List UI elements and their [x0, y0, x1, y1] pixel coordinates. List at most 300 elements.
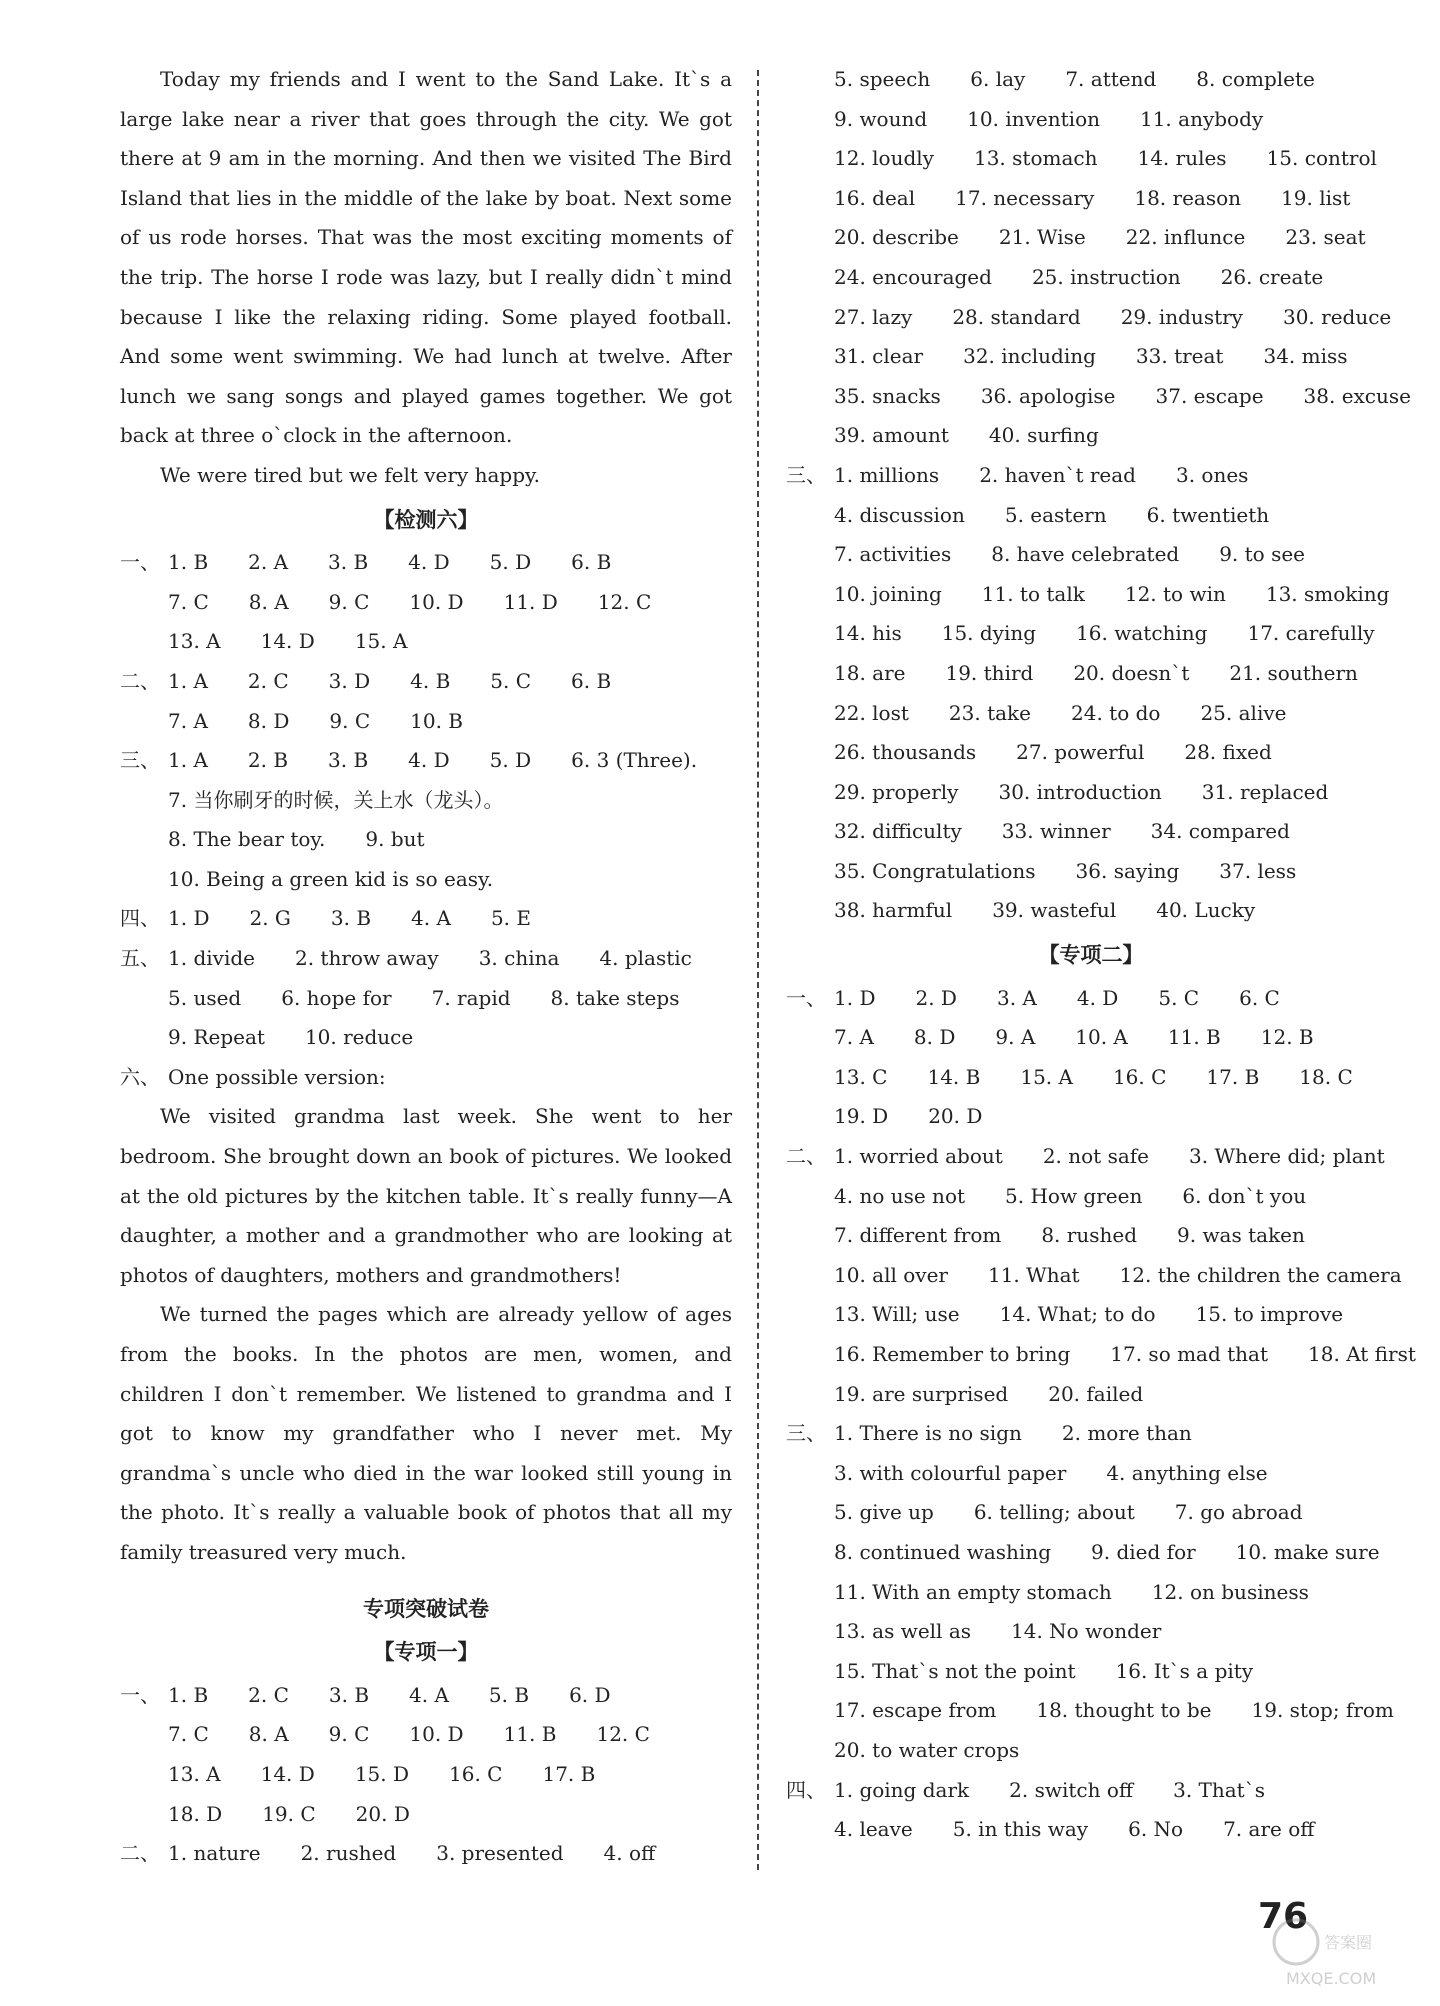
- answer-row: [786, 1018, 1396, 1058]
- answer-row: [120, 1676, 732, 1716]
- section-indent: [120, 583, 168, 623]
- answer-items: [834, 337, 1388, 377]
- answer-item: 7. C: [168, 589, 209, 614]
- answer-row: [120, 662, 732, 702]
- answer-row: [786, 1256, 1402, 1296]
- answer-item: 8. complete: [1196, 67, 1315, 91]
- answer-item: 10. joining: [834, 581, 942, 606]
- answer-item: 25. alive: [1200, 700, 1287, 725]
- section-indent: [786, 852, 834, 892]
- answer-item: 38. harmful: [834, 898, 953, 923]
- answer-row: [786, 139, 1396, 179]
- answer-row: [786, 60, 1396, 100]
- answer-item: 21. southern: [1229, 660, 1358, 685]
- answer-item: 10. make sure: [1235, 1539, 1380, 1564]
- answer-items: [834, 179, 1390, 219]
- answer-item: 24. to do: [1071, 700, 1161, 725]
- answer-item: 5. E: [490, 906, 531, 931]
- answer-items: [834, 1137, 1425, 1177]
- answer-item: 35. Congratulations: [834, 858, 1036, 883]
- answer-item: 38. excuse: [1303, 383, 1411, 408]
- answer-item: 3. B: [328, 748, 369, 773]
- answer-item: 1. divide: [168, 946, 255, 971]
- sec6-intro: One possible version:: [168, 1064, 386, 1089]
- answer-items: [834, 614, 1415, 654]
- answer-item: 6. don`t you: [1182, 1183, 1307, 1208]
- answer-row: [786, 979, 1396, 1019]
- answer-item: 14. No wonder: [1011, 1619, 1162, 1644]
- section-indent: [786, 258, 834, 298]
- answer-item: 6. twentieth: [1146, 502, 1270, 527]
- answer-row: [786, 812, 1396, 852]
- section-indent: [120, 979, 168, 1019]
- answer-items: [834, 979, 1320, 1019]
- answer-item: 13. A: [168, 629, 221, 654]
- answer-item: 40. surfing: [988, 423, 1099, 448]
- answer-row: [120, 1834, 732, 1874]
- section-indent: [120, 860, 168, 900]
- answer-item: 2. A: [248, 550, 289, 575]
- answer-item: 14. D: [260, 1761, 315, 1786]
- answer-items: [168, 1676, 651, 1716]
- answer-row: [786, 1335, 1416, 1375]
- answer-item: 19. stop; from: [1251, 1698, 1394, 1723]
- answer-item: 16. It`s a pity: [1115, 1658, 1254, 1683]
- answer-item: 11. to talk: [981, 581, 1085, 606]
- section-indent: [786, 1810, 834, 1850]
- special-one-heading: 【专项一】: [373, 1639, 479, 1665]
- section-label: 六、: [120, 1064, 160, 1089]
- answer-row: [786, 416, 1396, 456]
- answer-item: 4. D: [408, 748, 450, 773]
- answer-row: [786, 654, 1396, 694]
- answer-row: [786, 337, 1396, 377]
- answer-item: 5. C: [1158, 985, 1200, 1010]
- answer-items: [834, 852, 1336, 892]
- section-label: 三、: [786, 462, 826, 487]
- test6-sec6: [120, 1058, 732, 1098]
- answer-items: [834, 694, 1326, 734]
- answer-item: 27. powerful: [1016, 740, 1145, 765]
- answer-items: [834, 298, 1431, 338]
- answer-row: [120, 939, 732, 979]
- answer-item: 3. B: [328, 1682, 370, 1707]
- answer-item: 28. standard: [952, 304, 1081, 329]
- answer-item: 9. Repeat: [168, 1025, 265, 1050]
- section-indent: [120, 1715, 168, 1755]
- right-column: [786, 60, 1416, 1850]
- section-indent: [786, 1018, 834, 1058]
- answer-item: 2. G: [249, 906, 291, 931]
- answer-row: [786, 1691, 1396, 1731]
- answer-item: 7. go abroad: [1174, 1500, 1303, 1525]
- answer-item: 10. all over: [834, 1262, 948, 1287]
- answer-item: 9. to see: [1219, 542, 1306, 567]
- answer-row: [786, 179, 1396, 219]
- answer-item: 5. in this way: [952, 1817, 1089, 1842]
- answer-row: [786, 1058, 1396, 1098]
- answer-item: 13. A: [168, 1761, 221, 1786]
- section-indent: [786, 1216, 834, 1256]
- answer-row: [786, 1731, 1396, 1771]
- answer-item: 2. B: [247, 748, 289, 773]
- answer-item: 9. but: [365, 827, 425, 852]
- answer-item: 17. so mad that: [1110, 1342, 1269, 1366]
- answer-item: 22. lost: [834, 700, 909, 725]
- answer-items: [834, 1533, 1420, 1573]
- essay-paragraph2: We turned the pages which are already yellow of ages from the books. In the photos are men, women, and children I don`t remember. We listened to grandma and I got to know my grandfather who I never met. My grandma`s uncle who died in the war looked still young in the photo. It`s really a valuable book of photos that all my family treasured very much.: [120, 1302, 732, 1564]
- answer-item: 8. A: [248, 589, 289, 614]
- answer-item: 3. presented: [436, 1841, 564, 1866]
- answer-item: 20. D: [355, 1801, 410, 1826]
- answer-row: [786, 535, 1396, 575]
- answer-item: 11. D: [503, 589, 558, 614]
- answer-item: 4. plastic: [599, 946, 692, 971]
- section-indent: [786, 416, 834, 456]
- passage1-paragraph1: Today my friends and I went to the Sand Lake. It`s a large lake near a river that goes through the city. We got there at 9 am in the morning. And then we visited The Bird Island that lies in the middle of the lake by boat. Next some of us rode horses. That was the most exciting moments of the trip. The horse I rode was lazy, but I really didn`t mind because I like the relaxing riding. Some played football. And some went swimming. We had lunch at twelve. After lunch we sang songs and played games together. We got back at three o`clock in the afternoon.: [120, 67, 732, 448]
- answer-item: 3. china: [478, 946, 560, 971]
- answer-item: 15. to improve: [1195, 1302, 1344, 1327]
- left-column: [120, 60, 732, 1874]
- answer-row: [786, 377, 1411, 417]
- answer-item: 15. A: [1020, 1064, 1073, 1089]
- answer-items: [168, 781, 543, 821]
- special-two-sec3: [786, 1414, 1396, 1770]
- answer-item: 6. telling; about: [973, 1500, 1135, 1525]
- answer-item: 29. properly: [834, 779, 959, 804]
- answer-row: [120, 583, 732, 623]
- answer-item: 9. wound: [834, 106, 928, 131]
- answer-item: 20. D: [928, 1104, 983, 1129]
- section-indent: [120, 781, 168, 821]
- answer-item: 9. died for: [1091, 1539, 1196, 1564]
- answer-items: [834, 535, 1345, 575]
- answer-item: 17. B: [1206, 1064, 1260, 1089]
- answer-row: [120, 860, 732, 900]
- section-indent: [786, 139, 834, 179]
- answer-row: [786, 891, 1396, 931]
- answer-row: [120, 979, 732, 1019]
- answer-row: [786, 1137, 1396, 1177]
- answer-item: 12. C: [596, 1722, 650, 1747]
- answer-item: 2. switch off: [1009, 1777, 1134, 1802]
- section-indent: [120, 1795, 168, 1835]
- answer-row: [786, 496, 1396, 536]
- answer-item: 37. escape: [1155, 383, 1264, 408]
- special-one-sec3: [786, 456, 1396, 931]
- section-indent: [786, 535, 834, 575]
- answer-item: 9. C: [328, 589, 370, 614]
- answer-items: [834, 1295, 1383, 1335]
- answer-row: [786, 1295, 1396, 1335]
- answer-items: [168, 622, 447, 662]
- answer-item: 4. off: [603, 1841, 656, 1866]
- answer-item: 19. list: [1281, 185, 1351, 210]
- answer-item: 2. D: [915, 985, 957, 1010]
- answer-item: 25. instruction: [1031, 264, 1181, 289]
- answer-item: 27. lazy: [834, 304, 913, 329]
- answer-item: 19. are surprised: [834, 1381, 1009, 1406]
- answer-items: [834, 377, 1440, 417]
- test6-sec2: [120, 662, 732, 741]
- section-indent: [786, 60, 834, 100]
- answer-items: [834, 1018, 1354, 1058]
- test6-sec4: [120, 899, 732, 939]
- answer-item: 6. hope for: [281, 985, 392, 1010]
- answer-item: 6. D: [569, 1682, 611, 1707]
- answer-item: 26. thousands: [834, 740, 977, 765]
- answer-row: [786, 1097, 1396, 1137]
- answer-items: [834, 496, 1309, 536]
- answer-item: 14. B: [927, 1064, 981, 1089]
- answer-item: 8. D: [247, 708, 290, 733]
- answer-item: 11. B: [1167, 1025, 1221, 1050]
- section-indent: [786, 1612, 834, 1652]
- answer-items: [834, 60, 1355, 100]
- section-indent: [786, 891, 834, 931]
- section-indent: [786, 496, 834, 536]
- answer-items: [834, 773, 1368, 813]
- answer-item: 1. A: [168, 668, 208, 693]
- page-number: 76: [1258, 1896, 1309, 1937]
- answer-items: [834, 1058, 1393, 1098]
- answer-items: [834, 575, 1429, 615]
- answer-item: 20. to water crops: [834, 1737, 1020, 1762]
- answer-item: 10. reduce: [304, 1025, 414, 1050]
- answer-item: 33. treat: [1135, 344, 1224, 369]
- answer-item: 2. C: [248, 1682, 289, 1707]
- section-indent: [786, 100, 834, 140]
- answer-item: 8. have celebrated: [991, 542, 1180, 567]
- section-indent: [786, 1731, 834, 1771]
- section-indent: [786, 298, 834, 338]
- section-indent: [786, 1493, 834, 1533]
- section-indent: [786, 1652, 834, 1692]
- answer-item: 15. That`s not the point: [834, 1658, 1076, 1683]
- answer-item: 8. take steps: [550, 985, 680, 1010]
- answer-items: [168, 1755, 635, 1795]
- answer-item: 7. A: [168, 708, 208, 733]
- answer-item: 8. D: [913, 1025, 956, 1050]
- special-one-sec2-continued: [786, 60, 1411, 456]
- answer-item: 10. invention: [967, 106, 1100, 131]
- section-indent: [786, 218, 834, 258]
- answer-item: 5. used: [168, 985, 242, 1010]
- answer-item: 7. rapid: [431, 985, 511, 1010]
- answer-item: 34. miss: [1263, 344, 1348, 369]
- answer-item: 12. B: [1260, 1025, 1314, 1050]
- answer-items: [834, 1097, 1022, 1137]
- answer-item: 2. haven`t read: [979, 462, 1136, 487]
- answer-items: [168, 702, 503, 742]
- answer-row: [786, 298, 1396, 338]
- section-indent: [786, 179, 834, 219]
- answer-item: 4. anything else: [1106, 1460, 1268, 1485]
- answer-row: [786, 1375, 1396, 1415]
- answer-item: 4. D: [1076, 985, 1119, 1010]
- answer-row: [786, 575, 1396, 615]
- answer-items: [834, 733, 1312, 773]
- answer-row: [786, 1652, 1396, 1692]
- answer-item: 15. control: [1266, 146, 1377, 171]
- answer-item: 5. B: [488, 1682, 530, 1707]
- section-indent: [786, 1533, 834, 1573]
- answer-item: 6. B: [571, 550, 612, 575]
- answer-item: 5. How green: [1005, 1183, 1143, 1208]
- answer-row: [786, 100, 1396, 140]
- answer-items: [168, 583, 691, 623]
- answer-item: 39. amount: [834, 423, 949, 448]
- answer-item: 14. his: [834, 621, 902, 646]
- section-label: 一、: [120, 1682, 160, 1707]
- answer-item: 14. rules: [1137, 146, 1227, 171]
- answer-items: [834, 1612, 1201, 1652]
- answer-item: 33. winner: [1001, 819, 1111, 844]
- answer-item: 18. reason: [1134, 185, 1242, 210]
- answer-items: [834, 1691, 1434, 1731]
- section-label: 四、: [120, 906, 160, 931]
- answer-item: 10. B: [410, 708, 463, 733]
- answer-item: 7. activities: [834, 542, 952, 567]
- answer-items: [834, 416, 1139, 456]
- answer-item: 4. A: [411, 906, 451, 931]
- section-indent: [786, 733, 834, 773]
- answer-row: [786, 1177, 1396, 1217]
- answer-item: 19. D: [834, 1104, 889, 1129]
- answer-items: [834, 1493, 1343, 1533]
- answer-item: 3. B: [328, 550, 369, 575]
- answer-item: 8. A: [248, 1722, 289, 1747]
- answer-item: 15. D: [354, 1761, 410, 1786]
- answer-item: 20. doesn`t: [1073, 660, 1190, 685]
- answer-row: [786, 1454, 1396, 1494]
- answer-item: 30. reduce: [1282, 304, 1392, 329]
- answer-item: 13. stomach: [973, 146, 1098, 171]
- answer-items: [834, 1335, 1440, 1375]
- section-indent: [786, 694, 834, 734]
- section-indent: [786, 1295, 834, 1335]
- answer-item: 35. snacks: [834, 383, 941, 408]
- answer-item: 1. worried about: [834, 1144, 1003, 1169]
- answer-item: 13. Will; use: [834, 1302, 960, 1327]
- answer-item: 22. influnce: [1125, 225, 1246, 250]
- special-two-sec4: [786, 1771, 1396, 1850]
- answer-row: [786, 1216, 1396, 1256]
- answer-row: [120, 1715, 732, 1755]
- answer-item: 11. With an empty stomach: [834, 1579, 1112, 1604]
- watermark-line1: 答案圈: [1324, 1933, 1373, 1952]
- answer-item: 4. A: [409, 1682, 449, 1707]
- answer-row: [120, 820, 732, 860]
- answer-items: [834, 1216, 1345, 1256]
- answer-items: [834, 1573, 1349, 1613]
- section-indent: [786, 575, 834, 615]
- answer-item: 1. B: [168, 550, 209, 575]
- answer-item: 5. D: [489, 550, 532, 575]
- answer-item: 16. C: [449, 1761, 503, 1786]
- answer-item: 20. failed: [1048, 1381, 1144, 1406]
- answer-item: 3. A: [996, 985, 1037, 1010]
- answer-item: 4. D: [408, 550, 450, 575]
- answer-items: [834, 1810, 1354, 1850]
- section-indent: [786, 1573, 834, 1613]
- section-indent: [786, 1375, 834, 1415]
- answer-item: 1. millions: [834, 462, 940, 487]
- answer-item: 16. watching: [1076, 621, 1208, 646]
- special-one-sec1: [120, 1676, 732, 1834]
- section-indent: [120, 1755, 168, 1795]
- answer-item: 3. That`s: [1173, 1777, 1265, 1802]
- answer-item: 15. dying: [941, 621, 1037, 646]
- answer-item: 21. Wise: [998, 225, 1086, 250]
- answer-row: [786, 733, 1396, 773]
- section-indent: [786, 1335, 834, 1375]
- passage1-paragraph2: We were tired but we felt very happy.: [160, 462, 540, 487]
- answer-items: [168, 1834, 695, 1874]
- answer-items: [168, 899, 571, 939]
- answer-row: [120, 899, 732, 939]
- section-label: 五、: [120, 946, 160, 971]
- answer-item: 4. discussion: [834, 502, 965, 527]
- answer-item: 2. rushed: [300, 1841, 397, 1866]
- section-indent: [120, 702, 168, 742]
- answer-row: [786, 1493, 1396, 1533]
- section-indent: [786, 377, 834, 417]
- answer-item: 16. deal: [834, 185, 916, 210]
- section-label: 一、: [786, 985, 826, 1010]
- answer-item: 6. lay: [970, 67, 1026, 91]
- answer-item: 4. no use not: [834, 1183, 966, 1208]
- answer-item: 2. not safe: [1042, 1144, 1149, 1169]
- answer-items: [168, 979, 719, 1019]
- answer-row: [120, 781, 732, 821]
- answer-item: 32. difficulty: [834, 819, 962, 844]
- answer-item: 6. B: [571, 668, 612, 693]
- answer-item: 1. going dark: [834, 1777, 970, 1802]
- answer-item: 9. A: [995, 1025, 1036, 1050]
- answer-item: 3. ones: [1175, 462, 1249, 487]
- answer-item: 7. C: [168, 1722, 209, 1747]
- section-indent: [786, 812, 834, 852]
- answer-item: 1. B: [168, 1682, 209, 1707]
- section-indent: [786, 1058, 834, 1098]
- test6-sec1: [120, 543, 732, 662]
- test6-sec5: [120, 939, 732, 1058]
- section-label: 四、: [786, 1777, 826, 1802]
- answer-items: [834, 456, 1288, 496]
- answer-items: [168, 1795, 450, 1835]
- answer-item: 18. thought to be: [1036, 1698, 1212, 1723]
- answer-item: 36. saying: [1075, 858, 1180, 883]
- answer-item: 32. including: [963, 344, 1096, 369]
- answer-items: [168, 543, 651, 583]
- section-indent: [786, 1454, 834, 1494]
- answer-items: [168, 820, 465, 860]
- answer-row: [120, 1018, 732, 1058]
- answer-items: [834, 1771, 1305, 1811]
- answer-row: [786, 218, 1396, 258]
- answer-items: [834, 654, 1398, 694]
- answer-item: 9. was taken: [1177, 1223, 1305, 1248]
- answer-row: [786, 1810, 1396, 1850]
- answer-row: [786, 1533, 1396, 1573]
- answer-item: 10. A: [1075, 1025, 1128, 1050]
- answer-item: 17. escape from: [834, 1698, 997, 1723]
- answer-item: 3. B: [330, 906, 372, 931]
- answer-item: 6. 3 (Three).: [571, 748, 698, 773]
- answer-item: 16. Remember to bring: [834, 1342, 1071, 1366]
- essay-paragraph1: We visited grandma last week. She went to her bedroom. She brought down an book of pictures. We looked at the old pictures by the kitchen table. It`s really funny—A daughter, a mother and a grandmother who are looking at photos of daughters, mothers and grandmothers!: [120, 1104, 732, 1287]
